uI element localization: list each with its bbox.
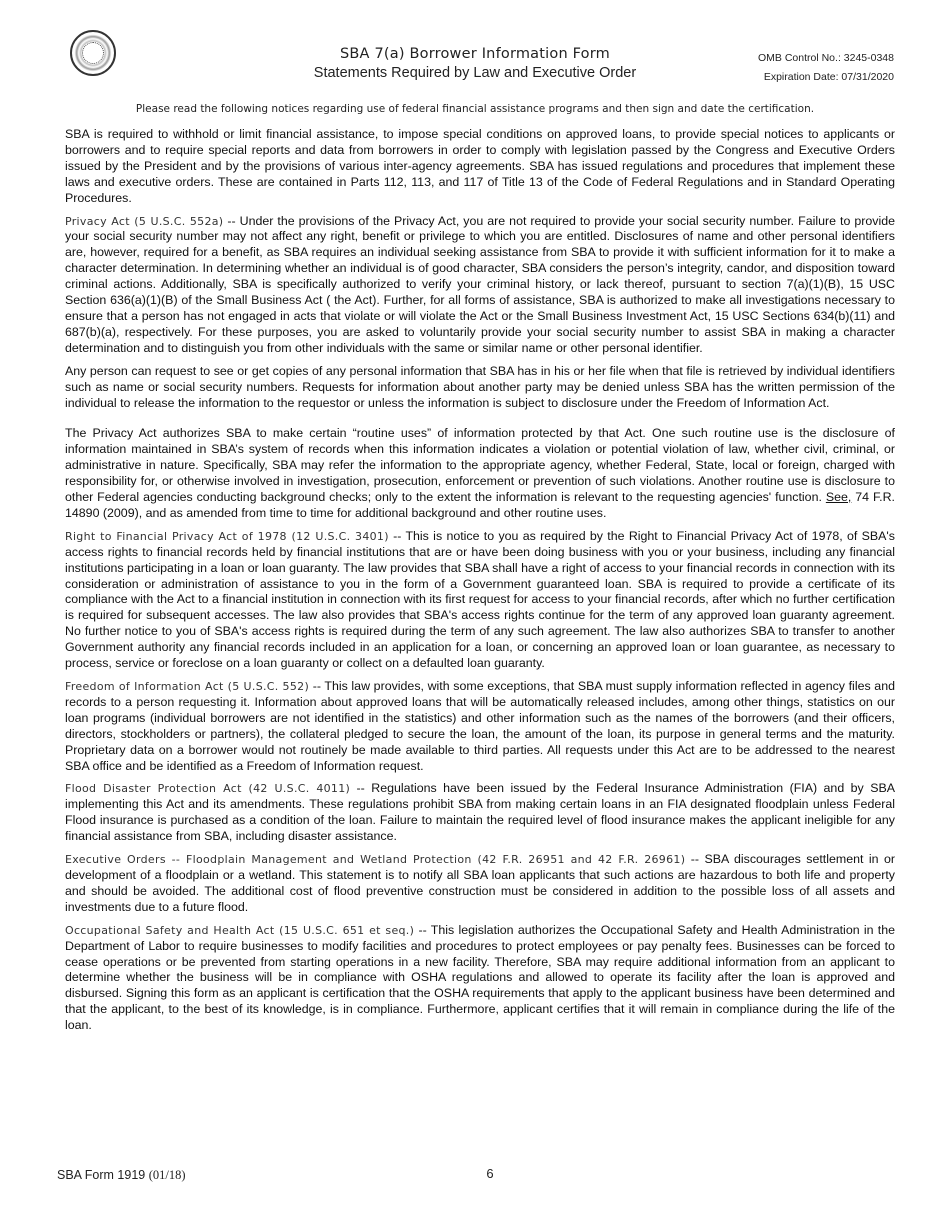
flood-paragraph: [65, 781, 895, 845]
form-title: SBA 7(a) Borrower Information Form: [340, 46, 610, 62]
intro-paragraph: SBA is required to withhold or limit financial assistance, to impose special conditions on approved loans, to provide special notices to applicants or borrowers and to require special reports and data from borrowers in order to comply with legislation passed by the Congress and Executive Orders issued by the President and by the provisions of various inter-agency agreements. SBA has issued regulations and procedures that implement these laws and executive orders. These are contained in Parts 112, 113, and 117 of Title 13 of the Code of Federal Regulations and in Standard Operating Procedures.: [65, 127, 895, 205]
routine-uses-tail: 74 F.R. 14890 (2009), and as amended from time to time for additional background and other routine uses.: [65, 490, 895, 520]
sba-seal-icon: [70, 30, 116, 76]
omb-control-number: OMB Control No.: 3245-0348: [758, 52, 894, 64]
footer-revision: (01/18): [148, 1168, 186, 1182]
expiration-date: Expiration Date: 07/31/2020: [763, 71, 894, 83]
privacy-copies-paragraph: Any person can request to see or get copies of any personal information that SBA has in his or her file when that file is retrieved by individual identifiers such as name or social security numbers. Requests for information about another party may be denied unless SBA has the written permission of the individual to release the information to the requestor or unless the information is subject to disclosure under the Freedom of Information Act.: [65, 363, 895, 410]
omb-info: [758, 49, 894, 87]
executive-orders-paragraph: [65, 852, 895, 916]
form-subtitle: Statements Required by Law and Executive Order: [313, 65, 637, 81]
osha-text: -- This legislation authorizes the Occupational Safety and Health Administration in the Department of Labor to require businesses to modify facilities and procedures to protect employees or pay penalty fees. Businesses can be forced to cease operations or be prevented from starting operations in a new facility. Therefore, SBA may require additional information from an applicant to determine whether the business will be in compliance with OSHA regulations and allowed to operate its facility after the loan is approved and disbursed. Signing this form as an applicant is certification that the OSHA requirements that apply to the applicant business have been determined and that the applicant, to the best of its knowledge, is in compliance. Furthermore, applicant certifies that it will remain in compliance during the life of the loan.: [65, 922, 896, 1033]
foia-text: -- This law provides, with some exceptions, that SBA must supply information reflected in agency files and records to a person requesting it. Information about approved loans that will be automatically released includes, among other things, statistics on our loan programs (individual borrowers are not identified in the statistics) and other information such as the names of the borrowers (and their officers, directors, stockholders or partners), the collateral pledged to secure the loan, the amount of the loan, its purpose in general terms and the maturity. Proprietary data on a borrower would not routinely be made available to third parties. All requests under this Act are to be addressed to the nearest SBA office and be identified as a Freedom of Information request.: [65, 679, 895, 773]
osha-paragraph: [65, 923, 895, 1034]
foia-paragraph: [65, 679, 895, 774]
privacy-act-caption: Privacy Act (5 U.S.C. 552a): [65, 214, 224, 228]
privacy-act-text: -- Under the provisions of the Privacy Act, you are not required to provide your social security number. Failure to provide your social security number may not affect any right, benefit or privilege to which you are entitled. Disclosures of name and other personal identifiers are, however, required for a benefit, as SBA requires an individual seeking assistance from SBA to provide it with sufficient information for it to make a character determination. In determining whether an individual is of good character, SBA considers the person’s integrity, candor, and disposition toward criminal actions. Additionally, SBA is specifically authorized to verify your criminal history, or lack thereof, pursuant to section 7(a)(1)(B), 15 USC Section 636(a)(1)(B) of the Small Business Act ( the Act). Further, for all forms of assistance, SBA is authorized to make all investigations necessary to ensure that a person has not engaged in acts that violate or will violate the Act or the Small Business Investment Act, 15 USC Sections 634(b)(11) and 687(b)(a), respectively. For these purposes, you are asked to voluntarily provide your social security number to assist SBA in making a character determination and to distinguish you from other individuals with the same or similar name or other personal identifier.: [65, 213, 895, 355]
footer-form-name: SBA Form 1919: [57, 1168, 149, 1182]
financial-privacy-paragraph: [65, 529, 895, 672]
routine-uses-text: The Privacy Act authorizes SBA to make certain “routine uses” of information protected by that Act. One such routine use is the disclosure of information maintained in SBA’s system of records when this information indicates a violation or potential violation of law, whether civil, criminal, or administrative in nature. Specifically, SBA may refer the information to the appropriate agency, whether Federal, State, local or foreign, charged with responsibility for, or otherwise involved in investigation, prosecution, enforcement or prevention of such violations. Another routine use is disclosure to other Federal agencies conducting background checks; only to the extent the information is relevant to the requesting agencies' function.: [65, 426, 895, 505]
form-title-block: [270, 45, 680, 83]
osha-caption: Occupational Safety and Health Act (15 U.S.C. 651 et seq.): [65, 923, 415, 937]
flood-text: -- Regulations have been issued by the Federal Insurance Administration (FIA) and by SBA implementing this Act and its amendments. These regulations prohibit SBA from making certain loans in an FIA designated floodplain unless Federal Flood insurance is purchased as a condition of the loan. Failure to maintain the required level of flood insurance makes the applicant ineligible for any financial assistance from SBA, including disaster assistance.: [65, 781, 895, 844]
privacy-act-paragraph: [65, 214, 895, 357]
instructions-notice: Please read the following notices regarding use of federal financial assistance programs and then sign and date the certification.: [135, 103, 815, 115]
financial-privacy-caption: Right to Financial Privacy Act of 1978 (12 U.S.C. 3401): [65, 529, 389, 543]
seal-eagle-emblem: [82, 42, 104, 64]
page-number: 6: [486, 1166, 494, 1181]
financial-privacy-text: -- This is notice to you as required by the Right to Financial Privacy Act of 1978, of SBA's access rights to financial records held by financial institutions that are or have been doing business with you or your business, including any financial institutions participating in a loan or loan guaranty. The law provides that SBA shall have a right of access to your financial records in connection with its consideration or administration of assistance to you in the form of a Government guaranteed loan. SBA is required to provide a certificate of its compliance with the Act to a financial institution in connection with its first request for access to your financial records, after which no further certification is required for subsequent accesses. The law also provides that SBA's access rights continue for the term of any approved loan guaranty agreement. No further notice to you of SBA's access rights is required during the term of any such agreement. The law also authorizes SBA to transfer to another Government authority any financial records included in an application for a loan, or concerning an approved loan or loan guarantee, as necessary to process, service or foreclose on a loan guaranty or collect on a defaulted loan guaranty.: [65, 528, 895, 671]
foia-caption: Freedom of Information Act (5 U.S.C. 552): [65, 680, 310, 693]
routine-uses-paragraph: [65, 426, 895, 521]
flood-caption: Flood Disaster Protection Act (42 U.S.C. 4011): [65, 782, 351, 796]
statements-body: [65, 127, 895, 1041]
executive-orders-caption: Executive Orders -- Floodplain Management and Wetland Protection (42 F.R. 26951 and 42 F.R. 26961): [65, 853, 686, 867]
executive-orders-text: -- SBA discourages settlement in or development of a floodplain or a wetland. This statement is to notify all SBA loan applicants that such actions are hazardous to both life and property and should be avoided. The additional cost of flood preventive construction must be considered in addition to the possible loss of all assets and investments due to a future flood.: [65, 852, 895, 914]
routine-uses-see: See,: [825, 490, 852, 505]
